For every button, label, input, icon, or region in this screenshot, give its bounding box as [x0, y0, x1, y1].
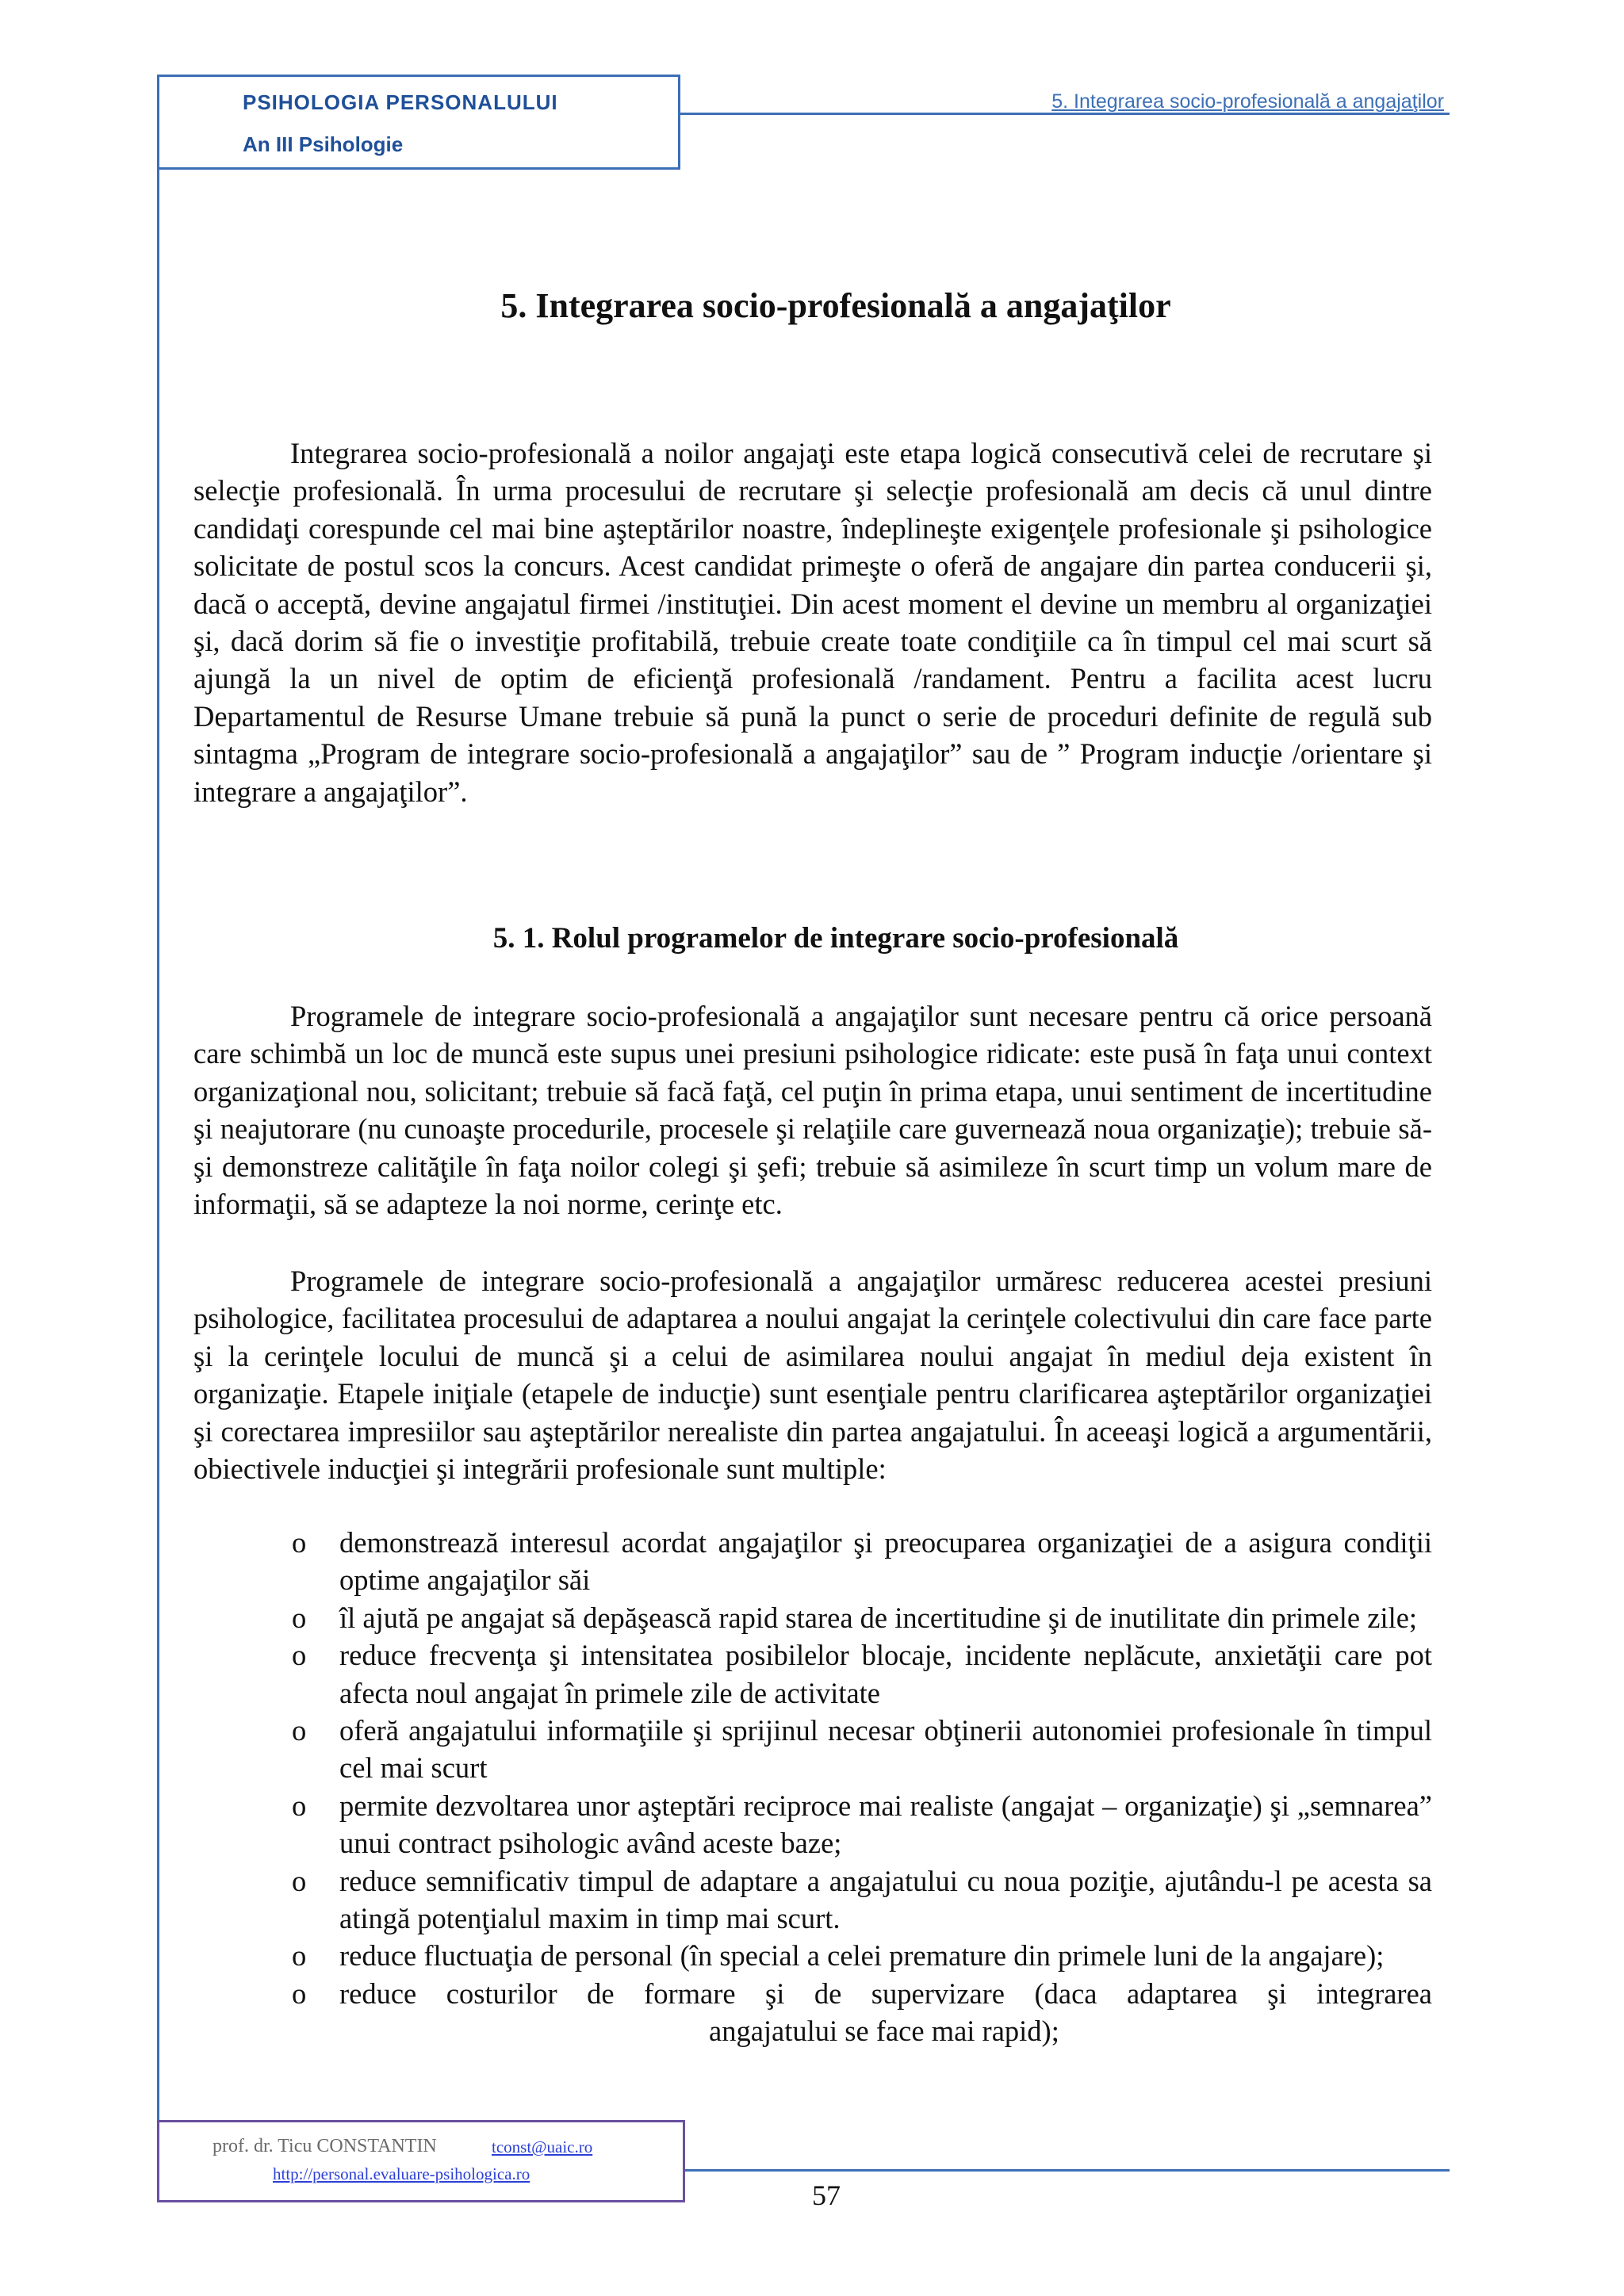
- list-item: [193, 1636, 1432, 1712]
- bullet-marker: o: [292, 1526, 307, 1559]
- list-item-text: reduce fluctuaţia de personal (în special a celei premature din primele luni de la angajare);: [339, 1939, 1385, 1973]
- list-item-line: [193, 1975, 1432, 2012]
- list-item: [193, 1862, 1432, 1938]
- paragraph-2: Programele de integrare socio-profesională a angajaţilor sunt necesare pentru că orice persoană care schimbă un loc de muncă este supus unei presiuni psihologice ridicate: este pusă în faţa unui context organizaţional nou, solicitant; trebuie să facă faţă, cel puţin în prima etapa, unui sentiment de incertitudine şi neajutorare (nu cunoaşte procedurile, procesele şi relaţiile care guvernează noua organizaţie); trebuie să-şi demonstreze calităţile în faţa noilor colegi şi şefi; trebuie să asimileze în scurt timp un volum mare de informaţii, să se adapteze la noi norme, cerinţe etc.: [193, 1000, 1432, 1221]
- bullet-marker: o: [292, 1864, 307, 1897]
- page-number: 57: [812, 2179, 841, 2211]
- footer-rule: [685, 2169, 1450, 2172]
- list-item: [193, 1712, 1432, 1787]
- list-item: [193, 1937, 1432, 1974]
- list-item-text: reduce frecvenţa şi intensitatea posibilelor blocaje, incidente neplăcute, anxietăţii care pot afecta noul angajat în primele zile de activitate: [339, 1639, 1432, 1709]
- list-item-text: îl ajută pe angajat să depăşească rapid starea de incertitudine şi de inutilitate din primele zile;: [339, 1601, 1418, 1634]
- list-item-text: demonstrează interesul acordat angajaţilor şi preocuparea organizaţiei de a asigura condiţii optime angajaţilor săi: [339, 1526, 1432, 1597]
- header-box: [157, 75, 680, 170]
- bullet-marker: o: [292, 1939, 307, 1973]
- paragraph-3: Programele de integrare socio-profesională a angajaţilor urmăresc reducerea acestei presiuni psihologice, facilitatea procesului de adaptarea a noului angajat la cerinţele colectivului din care face parte şi la cerinţele locului de muncă şi a celui de asimilarea noului angajat în mediul deja existent în organizaţie. Etapele iniţiale (etapele de inducţie) sunt esenţiale pentru clarificarea aşteptărilor organizaţiei şi corectarea impresiilor sau aşteptărilor nerealiste din partea angajatului. În aceeaşi logică a argumentării, obiectivele inducţiei şi integrării profesionale sunt multiple:: [193, 1265, 1432, 1486]
- header-year: An III Psihologie: [243, 132, 404, 156]
- list-item: [193, 1599, 1432, 1636]
- footer-box: [157, 2120, 685, 2202]
- list-item-text: reduce costurilor de formare şi de supervizare (daca adaptarea şi integrarea: [339, 1976, 1432, 2010]
- bullet-marker: o: [292, 1601, 307, 1634]
- list-item-text: oferă angajatului informaţiile şi sprijinul necesar obţinerii autonomiei profesionale în timpul cel mai scurt: [339, 1714, 1432, 1785]
- bullet-marker: o: [292, 1714, 307, 1747]
- bullet-marker: o: [292, 1639, 307, 1672]
- header-chapter-title: 5. Integrarea socio-profesională a angajaţilor: [1051, 90, 1444, 113]
- footer-author: prof. dr. Ticu CONSTANTIN: [213, 2136, 437, 2156]
- header-course-title: PSIHOLOGIA PERSONALULUI: [243, 90, 558, 114]
- list-item-text: permite dezvoltarea unor aşteptări reciproce mai realiste (angajat – organizaţie) şi „semnarea” unui contract psihologic având aceste baze;: [339, 1789, 1432, 1860]
- section-title: 5. 1. Rolul programelor de integrare socio-profesională: [492, 922, 1179, 955]
- list-item: [193, 1787, 1432, 1862]
- list-item-text: angajatului se face mai rapid);: [709, 2015, 1059, 2048]
- bullet-marker: o: [292, 1976, 307, 2010]
- list-item-text: reduce semnificativ timpul de adaptare a angajatului cu noua poziţie, ajutându-l pe acesta sa atingă potenţialul maxim in timp mai scurt.: [339, 1864, 1432, 1935]
- list-item: [193, 1524, 1432, 1599]
- bullet-marker: o: [292, 1789, 307, 1822]
- left-margin-rule: [157, 170, 159, 2120]
- intro-paragraph: Integrarea socio-profesională a noilor angajaţi este etapa logică consecutivă celei de recrutare şi selecţie profesională. În urma procesului de recrutare şi selecţie profesională am decis că unul dintre candidaţi corespunde cel mai bine aşteptărilor noastre, îndeplineşte exigenţele profesionale şi psihologice solicitate de postul scos la concurs. Acest candidat primeşte o oferă de angajare din partea conducerii şi, dacă o acceptă, devine angajatul firmei /instituţiei. Din acest moment el devine un membru al organizaţiei şi, dacă dorim să fie o investiţie profitabilă, trebuie create toate condiţiile ca în timpul cel mai scurt să ajungă la un nivel de optim de eficienţă profesională /randament. Pentru a facilita acest lucru Departamentul de Resurse Umane trebuie să pună la punct o serie de proceduri definite de regulă sub sintagma „Program de integrare socio-profesională a angajaţilor” sau de ” Program inducţie /orientare şi integrare a angajaţilor”.: [193, 437, 1432, 808]
- footer-email-link[interactable]: tconst@uaic.ro: [492, 2137, 593, 2156]
- footer-website-link[interactable]: http://personal.evaluare-psihologica.ro: [273, 2164, 530, 2183]
- chapter-title: 5. Integrarea socio-profesională a angajaţilor: [500, 286, 1171, 325]
- list-item: [193, 1975, 1432, 2050]
- objectives-list: [193, 1524, 1432, 2050]
